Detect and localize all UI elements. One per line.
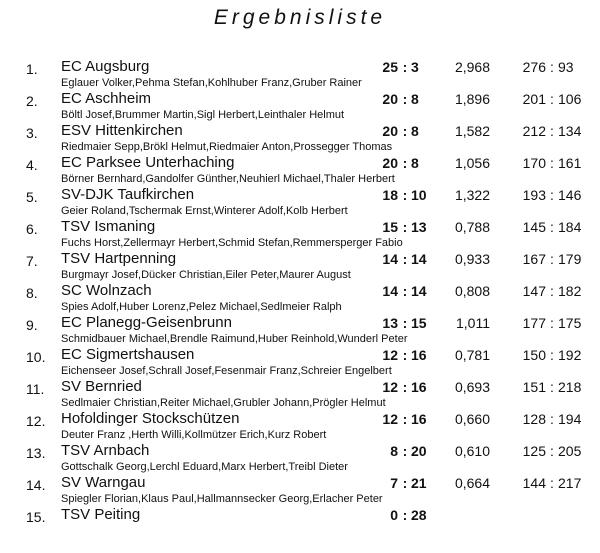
player-names: Schmidbauer Michael,Brendle Raimund,Huber Reinhold,Wunderl Peter xyxy=(61,333,408,345)
player-names: Burgmayr Josef,Dücker Christian,Eiler Peter,Maurer August xyxy=(61,269,351,281)
points-separator: : xyxy=(402,315,408,331)
result-row xyxy=(0,154,600,186)
rank-number: 13. xyxy=(26,445,46,461)
points-separator: : xyxy=(402,59,408,75)
goals-minus: 93 xyxy=(558,59,574,75)
goals-plus: 276 xyxy=(522,59,546,75)
points-minus: 28 xyxy=(411,507,427,523)
goals-plus: 147 xyxy=(522,283,546,299)
goals-minus: 184 xyxy=(558,219,582,235)
points-plus: 20 xyxy=(382,155,398,171)
goals-separator: : xyxy=(550,155,554,171)
goals-plus: 150 xyxy=(522,347,546,363)
player-names: Börner Bernhard,Gandolfer Günther,Neuhierl Michael,Thaler Herbert xyxy=(61,173,395,185)
team-name: TSV Ismaning xyxy=(61,218,156,235)
goals-plus: 193 xyxy=(522,187,546,203)
points-plus: 12 xyxy=(382,379,398,395)
rank-number: 1. xyxy=(26,61,38,77)
points-separator: : xyxy=(402,347,408,363)
results-list xyxy=(0,58,600,538)
points-separator: : xyxy=(402,91,408,107)
player-names: Riedmaier Sepp,Brökl Helmut,Riedmaier Anton,Prossegger Thomas xyxy=(61,141,393,153)
quotient: 0,808 xyxy=(454,283,490,299)
points-separator: : xyxy=(402,443,408,459)
quotient: 1,896 xyxy=(454,91,490,107)
rank-number: 4. xyxy=(26,157,38,173)
points-separator: : xyxy=(402,379,408,395)
quotient: 1,322 xyxy=(454,187,490,203)
player-names: Geier Roland,Tschermak Ernst,Winterer Adolf,Kolb Herbert xyxy=(61,205,348,217)
rank-number: 8. xyxy=(26,285,38,301)
goals-separator: : xyxy=(550,379,554,395)
player-names: Eglauer Volker,Pehma Stefan,Kohlhuber Franz,Gruber Rainer xyxy=(61,77,362,89)
points-separator: : xyxy=(402,411,408,427)
points-separator: : xyxy=(402,475,408,491)
goals-plus: 151 xyxy=(522,379,546,395)
result-row xyxy=(0,218,600,250)
team-name: EC Planegg-Geisenbrunn xyxy=(61,314,232,331)
points-plus: 12 xyxy=(382,347,398,363)
quotient: 1,011 xyxy=(456,315,490,331)
goals-minus: 182 xyxy=(558,283,582,299)
team-name: Hofoldinger Stockschützen xyxy=(61,410,240,427)
goals-minus: 194 xyxy=(558,411,582,427)
quotient: 1,056 xyxy=(454,155,490,171)
result-row xyxy=(0,122,600,154)
goals-separator: : xyxy=(550,123,554,139)
points-minus: 14 xyxy=(411,251,427,267)
quotient: 0,933 xyxy=(454,251,490,267)
player-names: Fuchs Horst,Zellermayr Herbert,Schmid Stefan,Remmersperger Fabio xyxy=(61,237,403,249)
goals-separator: : xyxy=(550,219,554,235)
goals-separator: : xyxy=(550,91,554,107)
result-row xyxy=(0,314,600,346)
points-minus: 13 xyxy=(411,219,427,235)
goals-plus: 128 xyxy=(522,411,546,427)
result-row xyxy=(0,378,600,410)
goals-plus: 145 xyxy=(522,219,546,235)
player-names: Sedlmaier Christian,Reiter Michael,Grubler Johann,Prögler Helmut xyxy=(61,397,386,409)
goals-minus: 175 xyxy=(558,315,582,331)
points-minus: 8 xyxy=(411,123,419,139)
points-plus: 13 xyxy=(382,315,398,331)
result-row xyxy=(0,474,600,506)
goals-minus: 218 xyxy=(558,379,582,395)
goals-plus: 177 xyxy=(522,315,546,331)
points-plus: 14 xyxy=(382,251,398,267)
points-separator: : xyxy=(402,251,408,267)
goals-separator: : xyxy=(550,475,554,491)
goals-minus: 106 xyxy=(558,91,582,107)
quotient: 0,788 xyxy=(454,219,490,235)
points-plus: 14 xyxy=(382,283,398,299)
rank-number: 3. xyxy=(26,125,38,141)
points-minus: 16 xyxy=(411,411,427,427)
points-plus: 18 xyxy=(382,187,398,203)
quotient: 0,610 xyxy=(454,443,490,459)
rank-number: 6. xyxy=(26,221,38,237)
rank-number: 5. xyxy=(26,189,38,205)
rank-number: 9. xyxy=(26,317,38,333)
team-name: SV Bernried xyxy=(61,378,142,395)
team-name: TSV Peiting xyxy=(61,506,141,523)
goals-separator: : xyxy=(550,443,554,459)
goals-separator: : xyxy=(550,411,554,427)
points-plus: 12 xyxy=(382,411,398,427)
player-names: Deuter Franz ,Herth Willi,Kollmützer Erich,Kurz Robert xyxy=(61,429,327,441)
goals-plus: 167 xyxy=(522,251,546,267)
points-minus: 20 xyxy=(411,443,427,459)
quotient: 0,693 xyxy=(454,379,490,395)
team-name: TSV Arnbach xyxy=(61,442,150,459)
points-minus: 3 xyxy=(411,59,419,75)
points-plus: 20 xyxy=(382,123,398,139)
rank-number: 11. xyxy=(26,381,45,397)
points-separator: : xyxy=(402,507,408,523)
goals-plus: 144 xyxy=(522,475,546,491)
team-name: SV Warngau xyxy=(61,474,146,491)
points-separator: : xyxy=(402,187,408,203)
result-row xyxy=(0,506,600,538)
points-separator: : xyxy=(402,283,408,299)
team-name: EC Parksee Unterhaching xyxy=(61,154,235,171)
rank-number: 2. xyxy=(26,93,38,109)
page-title: Ergebnisliste xyxy=(213,6,387,29)
goals-minus: 134 xyxy=(558,123,582,139)
points-minus: 21 xyxy=(411,475,427,491)
goals-plus: 201 xyxy=(522,91,546,107)
result-row xyxy=(0,186,600,218)
result-row xyxy=(0,442,600,474)
player-names: Eichenseer Josef,Schrall Josef,Fesenmair Franz,Schreier Engelbert xyxy=(61,365,392,377)
team-name: EC Augsburg xyxy=(61,58,150,75)
points-plus: 7 xyxy=(390,475,398,491)
points-minus: 8 xyxy=(411,91,419,107)
player-names: Böltl Josef,Brummer Martin,Sigl Herbert,Leinthaler Helmut xyxy=(61,109,345,121)
goals-separator: : xyxy=(550,347,554,363)
goals-plus: 125 xyxy=(522,443,546,459)
team-name: TSV Hartpenning xyxy=(61,250,177,267)
goals-separator: : xyxy=(550,315,554,331)
quotient: 0,660 xyxy=(454,411,490,427)
rank-number: 15. xyxy=(26,509,46,525)
points-plus: 20 xyxy=(382,91,398,107)
goals-minus: 205 xyxy=(558,443,582,459)
goals-plus: 212 xyxy=(522,123,546,139)
points-minus: 14 xyxy=(411,283,427,299)
goals-plus: 170 xyxy=(522,155,546,171)
result-row xyxy=(0,90,600,122)
rank-number: 12. xyxy=(26,413,46,429)
points-separator: : xyxy=(402,123,408,139)
quotient: 0,664 xyxy=(454,475,490,491)
quotient: 0,781 xyxy=(454,347,490,363)
player-names: Spies Adolf,Huber Lorenz,Pelez Michael,Sedlmeier Ralph xyxy=(61,301,342,313)
points-separator: : xyxy=(402,155,408,171)
team-name: SC Wolnzach xyxy=(61,282,152,299)
result-row xyxy=(0,250,600,282)
points-minus: 15 xyxy=(411,315,427,331)
player-names: Spiegler Florian,Klaus Paul,Hallmannsecker Georg,Erlacher Peter xyxy=(61,493,383,505)
points-minus: 10 xyxy=(411,187,427,203)
goals-separator: : xyxy=(550,187,554,203)
result-row xyxy=(0,282,600,314)
goals-minus: 146 xyxy=(558,187,582,203)
quotient: 2,968 xyxy=(454,59,490,75)
rank-number: 7. xyxy=(26,253,38,269)
points-minus: 16 xyxy=(411,379,427,395)
goals-minus: 161 xyxy=(558,155,582,171)
goals-minus: 192 xyxy=(558,347,582,363)
goals-separator: : xyxy=(550,251,554,267)
goals-separator: : xyxy=(550,283,554,299)
result-row xyxy=(0,410,600,442)
points-plus: 15 xyxy=(382,219,398,235)
team-name: ESV Hittenkirchen xyxy=(61,122,183,139)
rank-number: 10. xyxy=(26,349,46,365)
team-name: EC Aschheim xyxy=(61,90,152,107)
points-plus: 25 xyxy=(382,59,398,75)
points-plus: 0 xyxy=(390,507,398,523)
goals-minus: 217 xyxy=(558,475,582,491)
quotient: 1,582 xyxy=(454,123,490,139)
goals-minus: 179 xyxy=(558,251,582,267)
points-minus: 8 xyxy=(411,155,419,171)
points-minus: 16 xyxy=(411,347,427,363)
result-row xyxy=(0,58,600,90)
result-row xyxy=(0,346,600,378)
rank-number: 14. xyxy=(26,477,46,493)
goals-separator: : xyxy=(550,59,554,75)
player-names: Gottschalk Georg,Lerchl Eduard,Marx Herbert,Treibl Dieter xyxy=(61,461,348,473)
points-plus: 8 xyxy=(390,443,398,459)
points-separator: : xyxy=(402,219,408,235)
team-name: SV-DJK Taufkirchen xyxy=(61,186,195,203)
team-name: EC Sigmertshausen xyxy=(61,346,195,363)
